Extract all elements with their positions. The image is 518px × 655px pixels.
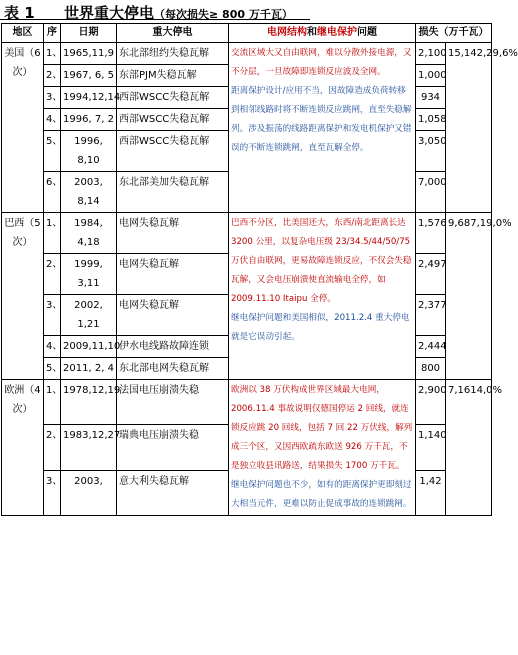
date-cell: 1965,11,9 [61, 43, 117, 65]
region-cell: 欧洲（4次） [2, 380, 44, 516]
seq-cell: 5、 [44, 131, 61, 172]
date-cell: 1984, 4,18 [61, 213, 117, 254]
seq-cell: 3、 [44, 87, 61, 109]
seq-cell: 6、 [44, 172, 61, 213]
loss-cell: 934 [416, 87, 446, 109]
table-row [2, 380, 492, 425]
event-cell: 法国电压崩溃失稳 [117, 380, 229, 425]
table-title-subtitle: （每次损失≥ 800 万千瓦） [154, 8, 293, 21]
seq-cell: 1、 [44, 43, 61, 65]
date-cell: 2009,11,10 [61, 336, 117, 358]
cause-cell [229, 213, 416, 380]
cause-cell [229, 380, 416, 516]
seq-cell: 4、 [44, 336, 61, 358]
seq-cell: 3、 [44, 470, 61, 515]
loss-cell: 2,900 [416, 380, 446, 425]
event-cell: 东北部电网失稳瓦解 [117, 358, 229, 380]
event-cell: 电网失稳瓦解 [117, 213, 229, 254]
header-cause-part1: 电网结构 [267, 27, 307, 38]
loss-cell: 2,497 [416, 254, 446, 295]
loss-cell: 2,444 [416, 336, 446, 358]
seq-cell: 4、 [44, 109, 61, 131]
event-cell: 电网失稳瓦解 [117, 295, 229, 336]
date-cell: 1996, 8,10 [61, 131, 117, 172]
seq-cell: 1、 [44, 213, 61, 254]
loss-cell: 7,000 [416, 172, 446, 213]
header-cause-part3: 继电保护 [317, 27, 357, 38]
cause-grid-structure: 巴西不分区，比美国还大，东西/南北距离长达 3200 公里，以复杂电压级 23/34.5/44/50/75 万伏自由联网，更易故障连锁反应，不仅会失稳瓦解，又会电压崩溃使直流输电全停，如 2009.11.10 Itaipu 全停。 [231, 218, 412, 304]
date-cell: 2011, 2, 4 [61, 358, 117, 380]
date-cell: 2003, 8,14 [61, 172, 117, 213]
seq-cell: 3、 [44, 295, 61, 336]
date-cell: 1967, 6, 5 [61, 65, 117, 87]
event-cell: 东北部美加失稳瓦解 [117, 172, 229, 213]
seq-cell: 1、 [44, 380, 61, 425]
date-cell: 1983,12,27 [61, 425, 117, 470]
loss-cell: 1,000 [416, 65, 446, 87]
blackout-table [1, 23, 518, 516]
seq-cell: 2、 [44, 254, 61, 295]
header-date: 日期 [61, 24, 117, 43]
region-cell: 巴西（5次） [2, 213, 44, 380]
table-row [2, 43, 492, 65]
cause-relay-protection: 距离保护设计/应用不当，因故障造成负荷转移到相邻线路时将不断连锁反应跳闸，直至失稳解列。涉及振荡的线路距离保护和发电机保护又错误的不断连锁跳闸，直至瓦解全停。 [231, 86, 412, 153]
date-cell: 1996, 7, 2 [61, 109, 117, 131]
event-cell: 伊水电线路故障连锁 [117, 336, 229, 358]
loss-cell: 800 [416, 358, 446, 380]
loss-cell: 1,058 [416, 109, 446, 131]
loss-cell: 1,42 [416, 470, 446, 515]
header-cause-part2: 和 [307, 27, 317, 38]
event-cell: 东部PJM失稳瓦解 [117, 65, 229, 87]
seq-cell: 2、 [44, 425, 61, 470]
event-cell: 瑞典电压崩溃失稳 [117, 425, 229, 470]
header-cause [229, 24, 416, 43]
seq-cell: 2、 [44, 65, 61, 87]
cause-relay-protection: 继电保护问题也不少，如有的距离保护更即刻过大相当元件，更难以防止促成事故的连锁跳闸。 [231, 480, 412, 509]
loss-cell: 2,377 [416, 295, 446, 336]
event-cell: 西部WSCC失稳瓦解 [117, 109, 229, 131]
table-title-main: 世界重大停电 [64, 4, 155, 22]
cause-relay-protection: 继电保护问题和美国相似，2011.2.4 重大停电就是它误动引起。 [231, 313, 410, 342]
date-cell: 2002, 1,21 [61, 295, 117, 336]
loss-total-cell: 15,142,29,6% [446, 43, 492, 213]
loss-total-cell: 9,687,19,0% [446, 213, 492, 380]
date-cell: 1978,12,19 [61, 380, 117, 425]
header-row [2, 24, 492, 43]
loss-total-cell: 7,1614,0% [446, 380, 492, 516]
event-cell: 电网失稳瓦解 [117, 254, 229, 295]
cause-grid-structure: 交流区域大又自由联网，难以分散外接电源，又不分层，一旦故障即连锁反应波及全网。 [231, 48, 412, 77]
date-cell: 1994,12,14 [61, 87, 117, 109]
loss-cell: 1,576 [416, 213, 446, 254]
loss-cell: 2,100 [416, 43, 446, 65]
event-cell: 意大利失稳瓦解 [117, 470, 229, 515]
table-body [2, 43, 518, 516]
event-cell: 东北部纽约失稳瓦解 [117, 43, 229, 65]
seq-cell: 5、 [44, 358, 61, 380]
header-region: 地区 [2, 24, 44, 43]
loss-cell: 3,050 [416, 131, 446, 172]
table-number: 表 1 [4, 4, 35, 22]
header-loss: 损失（万千瓦） [416, 24, 492, 43]
cause-cell [229, 43, 416, 213]
loss-cell: 1,140 [416, 425, 446, 470]
cause-grid-structure: 欧洲以 38 万伏构成世界区域最大电网，2006.11.4 事故说明仅德国停运 2 回线，就连锁反应跳 20 回线，包括 7 回 22 万伏线，解列成三个区，又因西欧疏东欧送 926 万千瓦，不是独立收县讯路送，结果损失 1700 万千瓦。 [231, 385, 413, 471]
table-row [2, 213, 492, 254]
event-cell: 西部WSCC失稳瓦解 [117, 131, 229, 172]
date-cell: 2003, [61, 470, 117, 515]
region-cell: 美国（6次） [2, 43, 44, 213]
header-event: 重大停电 [117, 24, 229, 43]
date-cell: 1999, 3,11 [61, 254, 117, 295]
header-cause-part4: 问题 [357, 27, 377, 38]
event-cell: 西部WSCC失稳瓦解 [117, 87, 229, 109]
header-seq: 序 [44, 24, 61, 43]
